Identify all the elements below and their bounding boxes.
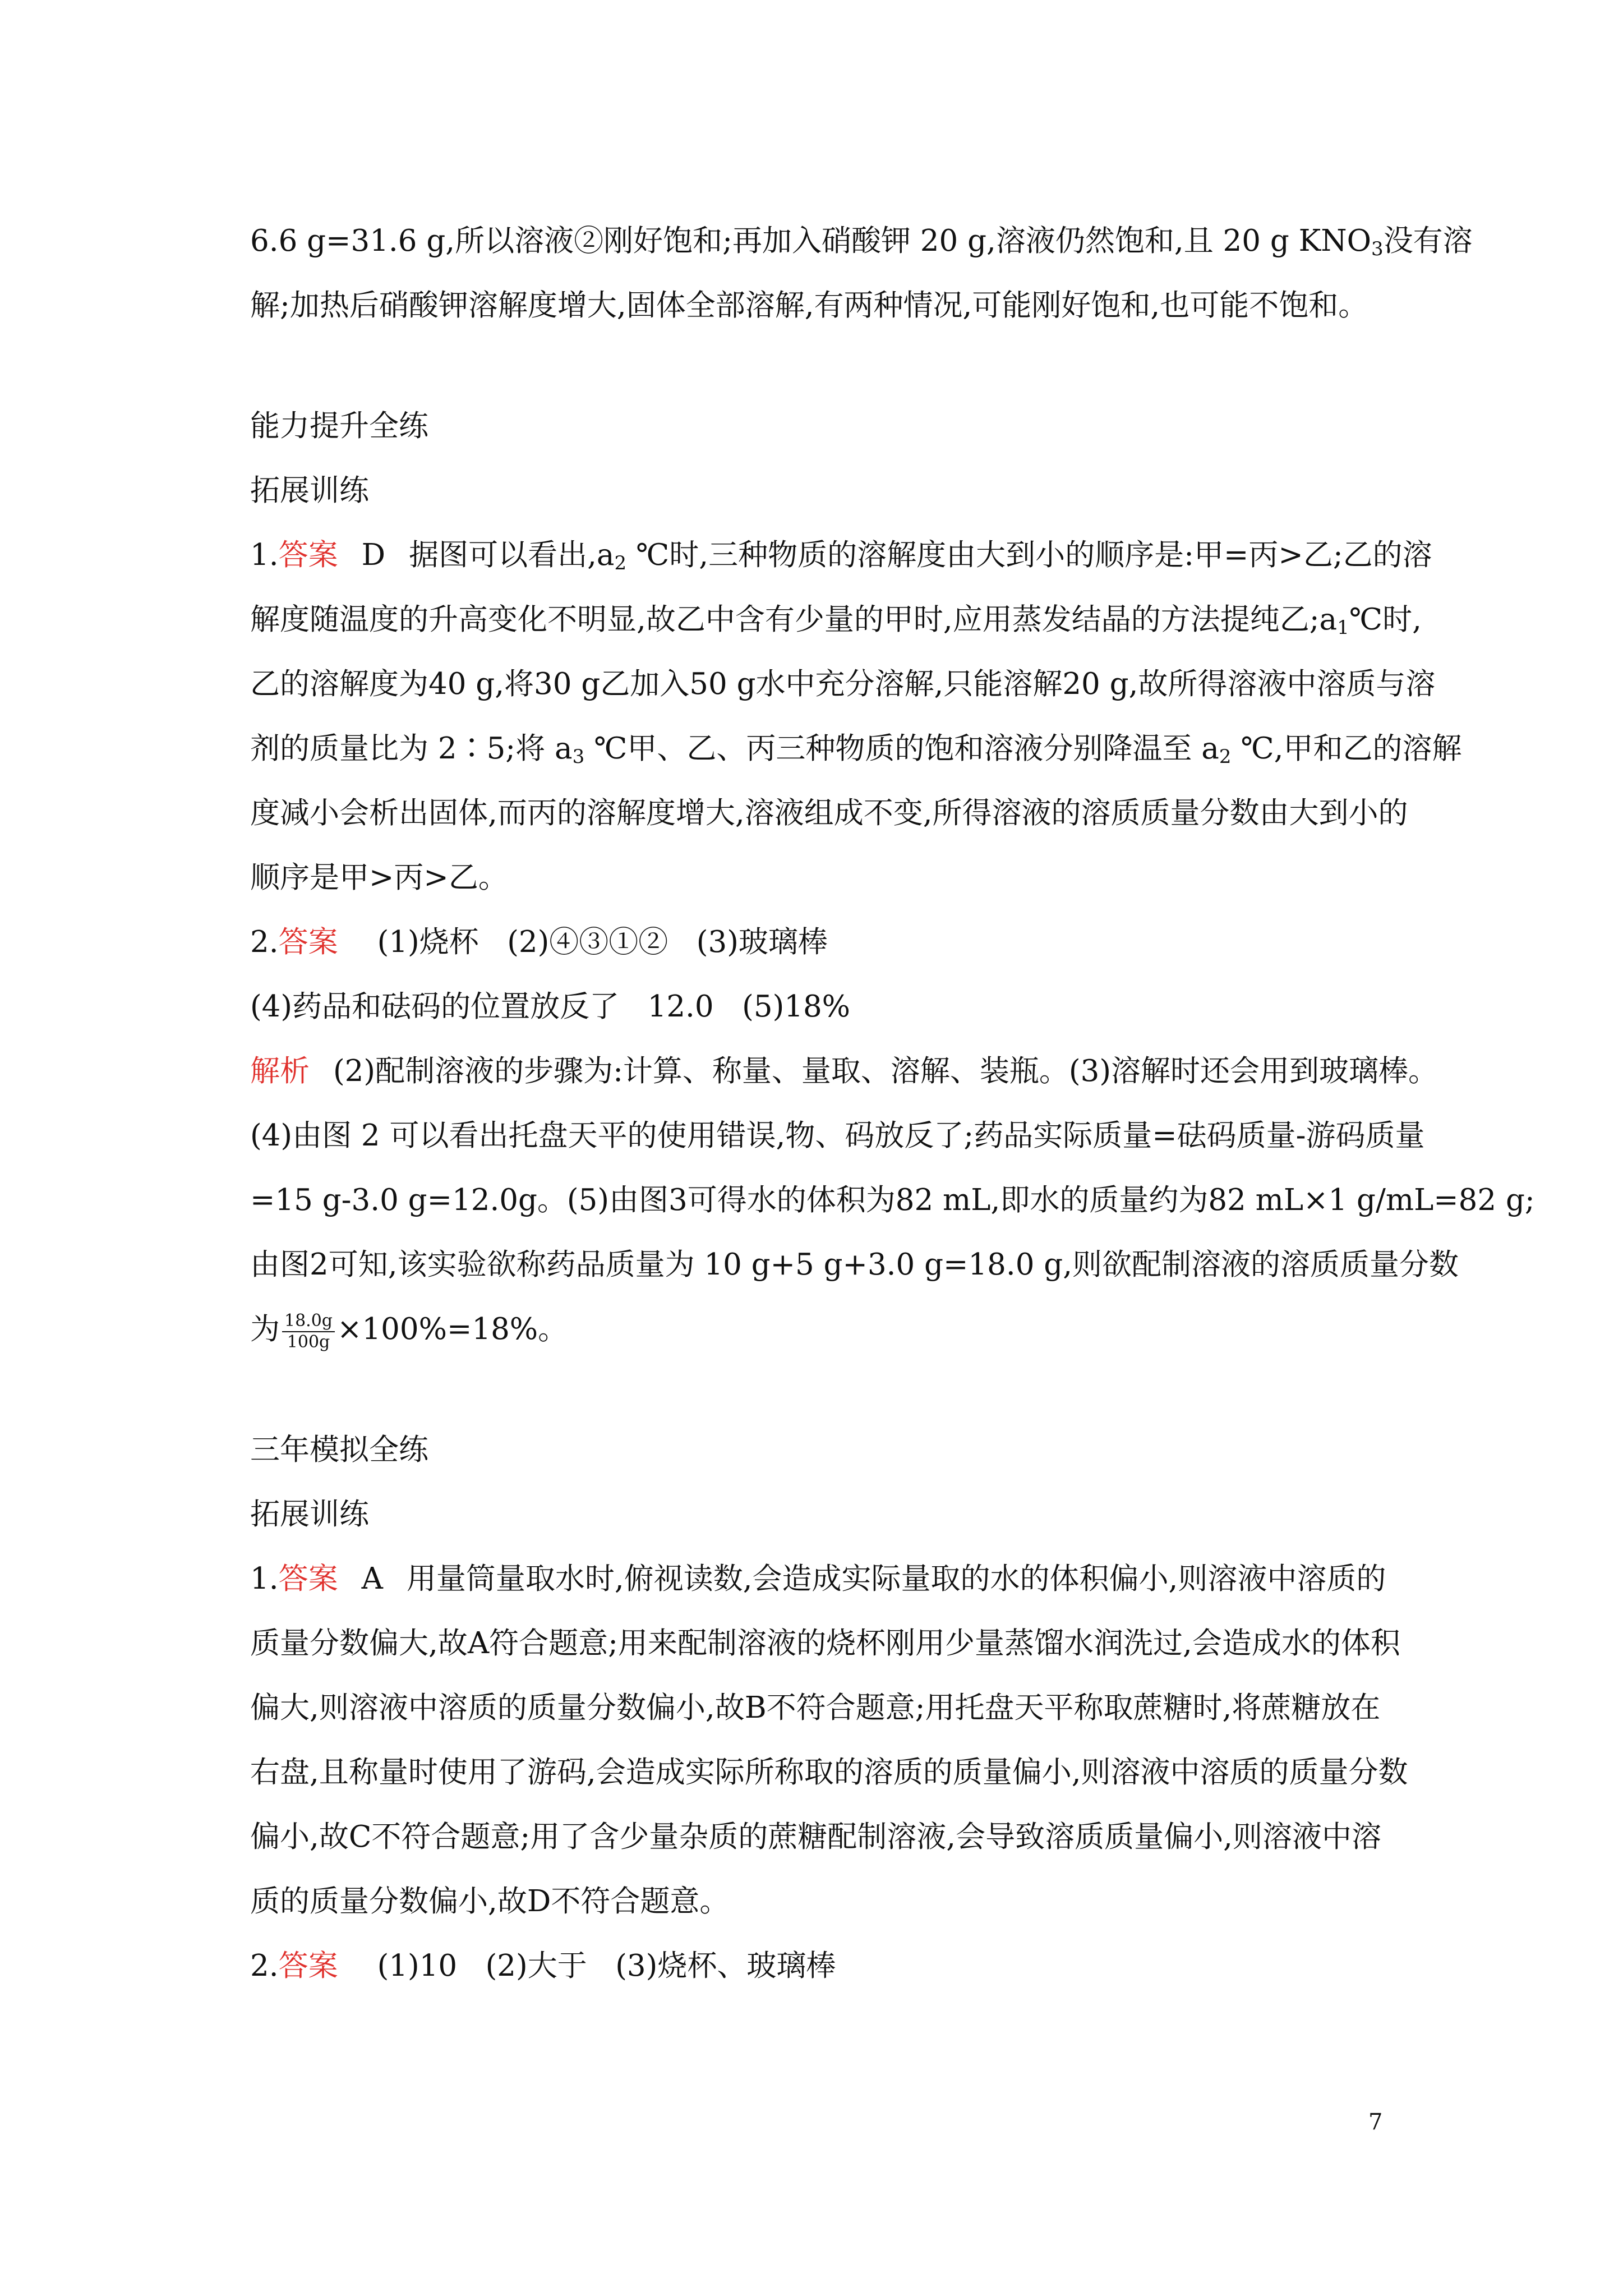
section-title: 能力提升全练 <box>250 409 428 443</box>
s2-question-1-line-4: 右盘,且称量时使用了游码,会造成实际所称取的溶质的质量偏小,则溶液中溶质的质量分数 <box>250 1755 1408 1789</box>
page-content <box>250 209 1535 1998</box>
answer-label: 答案 <box>278 925 338 959</box>
question-1-line-4: 剂的质量比为 2∶5;将 $a_3$ ℃甲、乙、丙三种物质的饱和溶液分别降温至 $a_2$ ℃,甲和乙的溶解 <box>250 731 1462 768</box>
s2-question-1-line-6: 质的质量分数偏小,故D不符合题意。 <box>250 1884 730 1918</box>
analysis-line-1: 解析 (2)配制溶液的步骤为:计算、称量、量取、溶解、装瓶。(3)溶解时还会用到玻璃棒。 <box>250 1054 1438 1088</box>
question-2-line-1: 2.答案 (1)烧杯 (2)④③①② (3)玻璃棒 <box>250 925 828 959</box>
analysis-line-3: =15 g-3.0 g=12.0g。(5)由图3可得水的体积为82 mL,即水的质量约为82 mL×1 g/mL=82 g; <box>250 1183 1535 1217</box>
question-1-line-5: 度减小会析出固体,而丙的溶解度增大,溶液组成不变,所得溶液的溶质质量分数由大到小的 <box>250 796 1408 830</box>
s2-question-1-line-3: 偏大,则溶液中溶质的质量分数偏小,故B不符合题意;用托盘天平称取蔗糖时,将蔗糖放在 <box>250 1691 1381 1725</box>
question-1-line-1: 1.答案 D 据图可以看出$,a_2$ ℃时,三种物质的溶解度由大到小的顺序是:甲=丙>乙;乙的溶 <box>250 538 1432 574</box>
question-2-line-2: (4)药品和砝码的位置放反了 12.0 (5)18% <box>250 990 851 1024</box>
intro-line-1: 6.6 g=31.6 g,所以溶液②刚好饱和;再加入硝酸钾 20 g,溶液仍然饱和,且 20 g $KNO_3$没有溶 <box>250 224 1473 260</box>
section-subtitle-2: 拓展训练 <box>250 1497 369 1531</box>
answer-label: 答案 <box>278 1562 338 1596</box>
analysis-line-4: 由图2可知,该实验欲称药品质量为 10 g+5 g+3.0 g=18.0 g,则欲配制溶液的溶质质量分数 <box>250 1248 1459 1282</box>
answer-label: 答案 <box>278 1949 338 1983</box>
question-1-line-2: 解度随温度的升高变化不明显,故乙中含有少量的甲时,应用蒸发结晶的方法提纯乙$;a_1℃$时, <box>250 602 1422 639</box>
analysis-label: 解析 <box>250 1054 310 1088</box>
s2-question-2-line-1: 2.答案 (1)10 (2)大于 (3)烧杯、玻璃棒 <box>250 1949 836 1983</box>
question-1-line-3: 乙的溶解度为40 g,将30 g乙加入50 g水中充分溶解,只能溶解20 g,故所得溶液中溶质与溶 <box>250 667 1436 701</box>
section-title-2: 三年模拟全练 <box>250 1433 428 1467</box>
s2-question-1-line-1: 1.答案 A 用量筒量取水时,俯视读数,会造成实际量取的水的体积偏小,则溶液中溶质的 <box>250 1562 1386 1596</box>
answer-label: 答案 <box>278 538 338 572</box>
analysis-line-2: (4)由图 2 可以看出托盘天平的使用错误,物、码放反了;药品实际质量=砝码质量-游码质量 <box>250 1119 1425 1153</box>
s2-question-1-line-5: 偏小,故C不符合题意;用了含少量杂质的蔗糖配制溶液,会导致溶质质量偏小,则溶液中溶 <box>250 1820 1381 1854</box>
section-subtitle: 拓展训练 <box>250 473 369 508</box>
intro-line-2: 解;加热后硝酸钾溶解度增大,固体全部溶解,有两种情况,可能刚好饱和,也可能不饱和。 <box>250 288 1368 323</box>
s2-question-1-line-2: 质量分数偏大,故A符合题意;用来配制溶液的烧杯刚用少量蒸馏水润洗过,会造成水的体积 <box>250 1626 1400 1660</box>
question-1-line-6: 顺序是甲>丙>乙。 <box>250 861 508 895</box>
page-number: 7 <box>1368 2109 1383 2135</box>
fraction: $\frac{18.0g}{100g}$ <box>282 1311 335 1352</box>
analysis-line-5: 为 $\frac{18.0g}{100g}$ ×100%=18%。 <box>250 1310 568 1352</box>
